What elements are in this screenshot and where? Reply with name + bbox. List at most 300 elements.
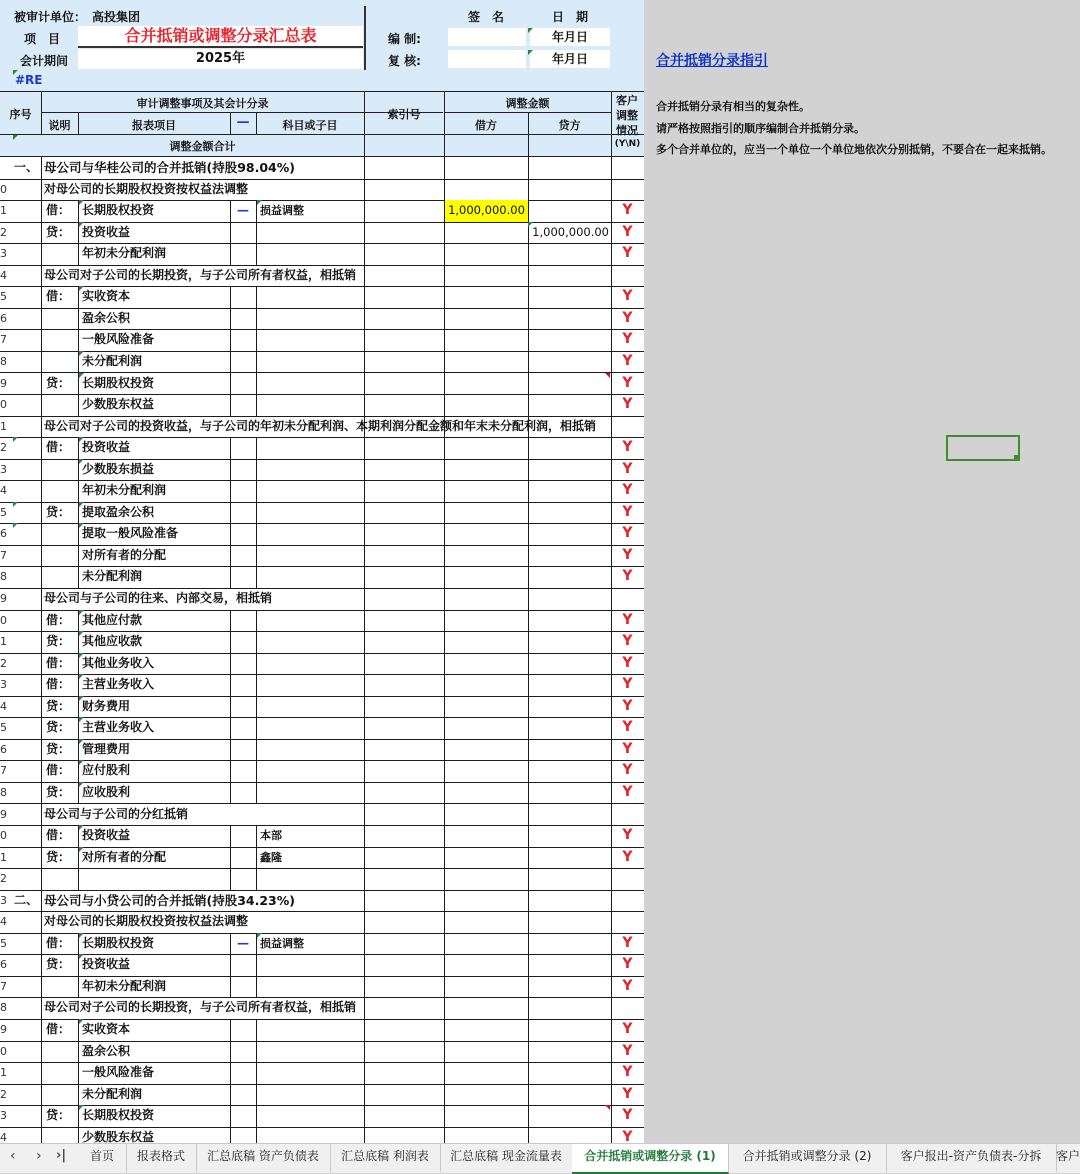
report-item[interactable]: 主营业务收入 bbox=[82, 720, 155, 735]
grid-line bbox=[528, 717, 529, 739]
grid-line bbox=[364, 566, 365, 588]
debit-credit-label[interactable] bbox=[46, 394, 78, 416]
grid-line bbox=[364, 1084, 365, 1106]
period-value[interactable]: 2025年 bbox=[78, 49, 363, 69]
client-adjusted-flag[interactable]: Y bbox=[622, 762, 633, 779]
row-number[interactable]: 4 bbox=[0, 268, 7, 282]
report-item[interactable]: 财务费用 bbox=[82, 698, 131, 713]
report-item[interactable]: 未分配利润 bbox=[82, 569, 143, 584]
client-adjusted-flag[interactable]: Y bbox=[622, 740, 633, 757]
debit-credit-label[interactable] bbox=[46, 976, 78, 998]
grid-line bbox=[256, 394, 257, 416]
grid-line bbox=[611, 868, 612, 890]
row-number[interactable]: 8 bbox=[0, 1001, 7, 1015]
grid-line bbox=[528, 1019, 529, 1041]
table-row[interactable] bbox=[0, 760, 644, 783]
debit-credit-label[interactable] bbox=[46, 308, 78, 330]
debit-credit-label[interactable]: 贷： bbox=[46, 1108, 71, 1123]
report-item[interactable]: 少数股东损益 bbox=[82, 461, 155, 476]
report-item[interactable]: 投资收益 bbox=[82, 957, 131, 972]
prepared-sign-field[interactable] bbox=[448, 28, 526, 46]
table-row[interactable] bbox=[0, 674, 644, 697]
selected-cell[interactable] bbox=[946, 435, 1020, 461]
client-adjusted-flag[interactable]: Y bbox=[622, 697, 633, 714]
tab-income-statement[interactable]: 汇总底稿 利润表 bbox=[330, 1144, 441, 1172]
row-number[interactable]: 9 bbox=[0, 1023, 7, 1036]
grid-line bbox=[364, 437, 365, 459]
row-number[interactable]: 0 bbox=[0, 613, 7, 627]
row-number[interactable]: 1 bbox=[0, 1066, 7, 1080]
col-ref-no: 索引号 bbox=[387, 108, 421, 121]
debit-credit-label[interactable]: 借： bbox=[46, 440, 71, 455]
table-row[interactable] bbox=[0, 1041, 644, 1064]
table-row[interactable] bbox=[0, 717, 644, 740]
grid-line bbox=[364, 157, 365, 179]
row-number[interactable] bbox=[0, 157, 12, 179]
report-item[interactable]: 其他应付款 bbox=[82, 612, 143, 627]
table-row[interactable] bbox=[0, 782, 644, 805]
row-number[interactable]: 6 bbox=[0, 958, 7, 972]
report-item[interactable]: 盈余公积 bbox=[82, 1043, 131, 1058]
table-row[interactable] bbox=[0, 997, 644, 1020]
row-number[interactable]: 4 bbox=[0, 484, 7, 498]
report-item[interactable]: 对所有者的分配 bbox=[82, 547, 167, 562]
table-row[interactable] bbox=[0, 631, 644, 654]
grid-line bbox=[41, 437, 42, 459]
report-item[interactable]: 长期股权投资 bbox=[82, 375, 155, 390]
grid-line bbox=[528, 674, 529, 696]
row-number[interactable]: 7 bbox=[0, 548, 7, 562]
report-item[interactable]: 盈余公积 bbox=[82, 310, 131, 325]
table-row[interactable] bbox=[0, 243, 644, 266]
grid-line bbox=[41, 308, 42, 330]
table-row[interactable] bbox=[0, 351, 644, 374]
grid-line bbox=[78, 1041, 79, 1063]
grid-line bbox=[444, 933, 445, 955]
client-adjusted-flag[interactable]: Y bbox=[622, 331, 633, 348]
table-row[interactable] bbox=[0, 1084, 644, 1107]
grid-line bbox=[41, 179, 42, 201]
table-row[interactable] bbox=[0, 588, 644, 611]
debit-credit-label[interactable] bbox=[46, 868, 78, 890]
debit-credit-label[interactable] bbox=[46, 459, 78, 481]
client-adjusted-flag[interactable]: Y bbox=[622, 977, 633, 994]
row-number[interactable]: 5 bbox=[0, 936, 7, 950]
grid-line bbox=[444, 545, 445, 567]
row-number[interactable]: 1 bbox=[0, 635, 7, 649]
dash-marker[interactable]: — bbox=[237, 935, 249, 950]
grid-line bbox=[528, 157, 529, 179]
table-row[interactable] bbox=[0, 200, 644, 223]
grid-line bbox=[230, 523, 231, 545]
report-item[interactable]: 未分配利润 bbox=[82, 353, 143, 368]
table-row[interactable] bbox=[0, 329, 644, 352]
report-item[interactable]: 主营业务收入 bbox=[82, 677, 155, 692]
table-row[interactable] bbox=[0, 1019, 644, 1042]
report-item[interactable]: 年初未分配利润 bbox=[82, 246, 167, 261]
tab-nav-prev-icon[interactable]: ‹ bbox=[10, 1148, 16, 1164]
grid-line bbox=[444, 717, 445, 739]
row-number[interactable]: 3 bbox=[0, 678, 7, 692]
debit-credit-label[interactable]: 贷： bbox=[46, 741, 71, 756]
entry-group-title[interactable]: 母公司对子公司的长期投资，与子公司所有者权益，相抵销 bbox=[44, 1000, 357, 1015]
sign-label: 签 名 bbox=[468, 10, 505, 24]
table-row[interactable] bbox=[0, 157, 644, 180]
report-item[interactable]: 少数股东权益 bbox=[82, 1129, 155, 1143]
client-adjusted-flag[interactable]: Y bbox=[622, 482, 633, 499]
client-adjusted-flag[interactable]: Y bbox=[622, 546, 633, 563]
row-number[interactable]: 8 bbox=[0, 570, 7, 584]
debit-credit-label[interactable]: 借： bbox=[46, 935, 71, 950]
client-adjusted-flag[interactable]: Y bbox=[622, 719, 633, 736]
report-item[interactable] bbox=[82, 868, 230, 890]
client-adjusted-flag[interactable]: Y bbox=[622, 1064, 633, 1081]
client-adjusted-flag[interactable]: Y bbox=[622, 439, 633, 456]
grid-line bbox=[78, 545, 79, 567]
debit-credit-label[interactable]: 贷： bbox=[46, 504, 71, 519]
debit-credit-label[interactable]: 贷： bbox=[46, 375, 71, 390]
report-item[interactable]: 少数股东权益 bbox=[82, 397, 155, 412]
debit-credit-label[interactable] bbox=[46, 351, 78, 373]
grid-line bbox=[256, 717, 257, 739]
table-row[interactable] bbox=[0, 696, 644, 719]
table-row[interactable] bbox=[0, 308, 644, 331]
debit-credit-label[interactable]: 贷： bbox=[46, 224, 71, 239]
client-adjusted-flag[interactable]: Y bbox=[622, 309, 633, 326]
client-adjusted-flag[interactable]: Y bbox=[622, 202, 633, 219]
report-item[interactable]: 投资收益 bbox=[82, 828, 131, 843]
debit-credit-label[interactable]: 贷： bbox=[46, 849, 71, 864]
table-row[interactable] bbox=[0, 739, 644, 762]
row-number[interactable]: 0 bbox=[0, 829, 7, 843]
tab-client[interactable]: 客户 bbox=[1056, 1149, 1080, 1163]
client-adjusted-flag[interactable]: Y bbox=[622, 1107, 633, 1124]
table-row[interactable] bbox=[0, 933, 644, 956]
client-adjusted-flag[interactable]: Y bbox=[622, 676, 633, 693]
table-row[interactable] bbox=[0, 286, 644, 309]
grid-line bbox=[256, 373, 257, 395]
entry-group-title[interactable]: 母公司对子公司的投资收益，与子公司的年初未分配利润、本期利润分配金额和年末未分配利润，相抵销 bbox=[44, 418, 597, 433]
report-item[interactable]: 年初未分配利润 bbox=[82, 978, 167, 993]
cell-comment-marker bbox=[79, 825, 84, 830]
client-adjusted-flag[interactable]: Y bbox=[622, 934, 633, 951]
report-item[interactable]: 未分配利润 bbox=[82, 1086, 143, 1101]
entry-group-title[interactable]: 母公司与子公司的往来、内部交易，相抵销 bbox=[44, 591, 273, 605]
client-adjusted-flag[interactable]: Y bbox=[622, 245, 633, 262]
grid-line bbox=[528, 933, 529, 955]
entry-group-title[interactable]: 母公司与子公司的分红抵销 bbox=[44, 806, 189, 821]
row-number[interactable]: 8 bbox=[0, 785, 7, 799]
row-number[interactable]: 1 bbox=[0, 204, 7, 218]
tab-nav-last-icon[interactable]: ›| bbox=[56, 1148, 67, 1163]
row-number[interactable]: 1 bbox=[0, 419, 7, 433]
table-row[interactable] bbox=[0, 954, 644, 977]
table-row[interactable] bbox=[0, 868, 644, 891]
cell-comment-marker bbox=[79, 523, 84, 528]
report-item[interactable]: 投资收益 bbox=[82, 224, 131, 239]
table-row[interactable] bbox=[0, 545, 644, 568]
entry-group-title[interactable]: 母公司对子公司的长期投资，与子公司所有者权益，相抵销 bbox=[44, 267, 357, 282]
debit-credit-label[interactable] bbox=[46, 329, 78, 351]
client-adjusted-flag[interactable]: Y bbox=[622, 956, 633, 973]
grid-line bbox=[528, 1062, 529, 1084]
grid-line bbox=[41, 1127, 42, 1143]
debit-credit-label[interactable] bbox=[46, 480, 78, 502]
debit-credit-label[interactable]: 贷： bbox=[46, 698, 71, 713]
row-number[interactable]: 6 bbox=[0, 527, 7, 541]
tab-consolidation-2[interactable]: 合并抵销或调整分录 (2) bbox=[728, 1144, 887, 1172]
grid-line bbox=[41, 394, 42, 416]
row-number[interactable]: 7 bbox=[0, 333, 7, 347]
debit-credit-label[interactable] bbox=[46, 243, 78, 265]
report-item[interactable]: 实收资本 bbox=[82, 1022, 131, 1036]
row-number[interactable]: 7 bbox=[0, 979, 7, 993]
reviewed-sign-field[interactable] bbox=[448, 50, 526, 68]
prepared-date-field[interactable]: 年月日 bbox=[530, 28, 610, 46]
table-row[interactable] bbox=[0, 523, 644, 546]
section-number[interactable]: 二、 bbox=[14, 892, 39, 907]
debit-credit-label[interactable] bbox=[46, 523, 78, 545]
tab-balance-sheet[interactable]: 汇总底稿 资产负债表 bbox=[196, 1144, 331, 1172]
grid-line bbox=[41, 610, 42, 632]
grid-line bbox=[78, 1127, 79, 1143]
section-title[interactable]: 母公司与小贷公司的合并抵销(持股34.23%) bbox=[44, 892, 295, 908]
grid-line bbox=[230, 610, 231, 632]
report-item[interactable]: 提取盈余公积 bbox=[82, 504, 155, 519]
debit-credit-label[interactable] bbox=[46, 1084, 78, 1106]
grid-line bbox=[444, 760, 445, 782]
cell-comment-marker bbox=[257, 200, 262, 205]
table-row[interactable] bbox=[0, 373, 644, 396]
debit-credit-label[interactable] bbox=[46, 1041, 78, 1063]
table-row[interactable] bbox=[0, 1105, 644, 1128]
row-number[interactable]: 2 bbox=[0, 225, 7, 239]
row-number[interactable]: 5 bbox=[0, 721, 7, 735]
ref-error-cell[interactable]: #RE bbox=[15, 73, 43, 87]
report-item[interactable]: 应收股利 bbox=[82, 784, 131, 799]
grid-line bbox=[256, 222, 257, 244]
grid-line bbox=[256, 545, 257, 567]
client-adjusted-flag[interactable]: Y bbox=[622, 1042, 633, 1059]
table-row[interactable] bbox=[0, 265, 644, 288]
table-row[interactable] bbox=[0, 890, 644, 913]
report-item[interactable]: 其他业务收入 bbox=[82, 655, 155, 670]
subject-cell[interactable]: 鑫隆 bbox=[260, 850, 282, 864]
tab-client-balance-split[interactable]: 客户报出-资产负债表-分拆 bbox=[886, 1144, 1057, 1172]
tab-cash-flow[interactable]: 汇总底稿 现金流量表 bbox=[440, 1144, 573, 1172]
client-adjusted-flag[interactable]: Y bbox=[622, 1021, 633, 1037]
dash-marker[interactable]: — bbox=[237, 203, 249, 218]
client-adjusted-flag[interactable]: Y bbox=[622, 848, 633, 865]
row-number[interactable]: 3 bbox=[0, 462, 7, 476]
row-number[interactable]: 0 bbox=[0, 182, 7, 196]
row-number[interactable]: 9 bbox=[0, 376, 7, 390]
report-item[interactable]: 一般风险准备 bbox=[82, 332, 155, 347]
tab-consolidation-1[interactable]: 合并抵销或调整分录 (1) bbox=[572, 1144, 729, 1174]
table-row[interactable] bbox=[0, 1062, 644, 1085]
debit-credit-label[interactable]: 贷： bbox=[46, 720, 71, 735]
client-adjusted-flag[interactable]: Y bbox=[622, 223, 633, 240]
client-adjusted-flag[interactable]: Y bbox=[622, 568, 633, 585]
client-adjusted-flag[interactable]: Y bbox=[622, 611, 633, 628]
table-row[interactable] bbox=[0, 804, 644, 827]
row-number[interactable]: 6 bbox=[0, 311, 7, 325]
table-row[interactable] bbox=[0, 976, 644, 999]
row-number[interactable]: 2 bbox=[0, 441, 7, 455]
debit-credit-label[interactable]: 借： bbox=[46, 828, 71, 843]
grid-line bbox=[256, 480, 257, 502]
report-item[interactable]: 投资收益 bbox=[82, 440, 131, 455]
row-number[interactable]: 4 bbox=[0, 1130, 7, 1143]
report-item[interactable]: 长期股权投资 bbox=[82, 935, 155, 950]
subject-cell[interactable]: 损益调整 bbox=[260, 204, 304, 218]
table-row[interactable] bbox=[0, 502, 644, 525]
guide-link[interactable]: 合并抵销分录指引 bbox=[656, 53, 768, 69]
report-item[interactable]: 长期股权投资 bbox=[82, 1108, 155, 1123]
table-row[interactable] bbox=[0, 179, 644, 202]
grid-line bbox=[230, 954, 231, 976]
row-number[interactable]: 2 bbox=[0, 1087, 7, 1101]
total-label: 调整金额合计 bbox=[169, 140, 236, 153]
tab-report-format[interactable]: 报表格式 bbox=[126, 1144, 197, 1172]
client-adjusted-flag[interactable]: Y bbox=[622, 374, 633, 391]
debit-credit-label[interactable]: 借： bbox=[46, 655, 71, 670]
grid-line bbox=[364, 782, 365, 804]
report-item[interactable]: 年初未分配利润 bbox=[82, 483, 167, 498]
page-title[interactable]: 合并抵销或调整分录汇总表 bbox=[78, 26, 363, 48]
audited-unit-value[interactable]: 高投集团 bbox=[92, 10, 141, 24]
report-item[interactable]: 长期股权投资 bbox=[82, 203, 155, 218]
debit-credit-label[interactable]: 借： bbox=[46, 289, 71, 304]
row-number[interactable]: 5 bbox=[0, 290, 7, 304]
table-row[interactable] bbox=[0, 480, 644, 503]
table-row[interactable] bbox=[0, 566, 644, 589]
debit-credit-label[interactable] bbox=[46, 1062, 78, 1084]
row-number[interactable]: 9 bbox=[0, 807, 7, 821]
grid-line bbox=[41, 631, 42, 653]
row-number[interactable]: 8 bbox=[0, 354, 7, 368]
report-item[interactable]: 一般风险准备 bbox=[82, 1065, 155, 1080]
tab-nav-next-icon[interactable]: › bbox=[36, 1148, 42, 1164]
table-row[interactable] bbox=[0, 825, 644, 848]
cell-comment-marker bbox=[79, 459, 84, 464]
grid-line bbox=[41, 674, 42, 696]
debit-credit-label[interactable]: 借： bbox=[46, 612, 71, 627]
client-adjusted-flag[interactable]: Y bbox=[622, 633, 633, 650]
grid-line bbox=[41, 782, 42, 804]
row-number[interactable]: 6 bbox=[0, 742, 7, 756]
debit-credit-label[interactable]: 贷： bbox=[46, 784, 71, 799]
reviewed-date-field[interactable]: 年月日 bbox=[530, 50, 610, 68]
row-number[interactable]: 3 bbox=[0, 1109, 7, 1123]
debit-amount[interactable]: 1,000,000.00 bbox=[445, 200, 528, 222]
report-item[interactable]: 对所有者的分配 bbox=[82, 849, 167, 864]
cell-comment-marker bbox=[79, 200, 84, 205]
row-number[interactable]: 0 bbox=[0, 398, 7, 412]
cell-comment-marker bbox=[528, 222, 533, 227]
debit-credit-label[interactable]: 借： bbox=[46, 1022, 71, 1036]
table-row[interactable] bbox=[0, 1127, 644, 1143]
client-adjusted-flag[interactable]: Y bbox=[622, 288, 633, 305]
section-number[interactable]: 一、 bbox=[14, 160, 39, 174]
entry-group-title[interactable]: 对母公司的长期股权投资按权益法调整 bbox=[44, 914, 249, 929]
table-row[interactable] bbox=[0, 847, 644, 870]
debit-credit-label[interactable]: 借： bbox=[46, 677, 71, 692]
row-number[interactable]: 2 bbox=[0, 656, 7, 670]
fill-handle[interactable] bbox=[1014, 455, 1019, 460]
debit-credit-label[interactable]: 贷： bbox=[46, 957, 71, 972]
row-number[interactable]: 1 bbox=[0, 850, 7, 864]
cell-comment-marker bbox=[13, 437, 18, 442]
debit-credit-label[interactable]: 借： bbox=[46, 203, 71, 218]
debit-credit-label[interactable] bbox=[46, 1127, 78, 1143]
subject-cell[interactable]: 损益调整 bbox=[260, 936, 304, 950]
row-number[interactable]: 3 bbox=[0, 247, 7, 261]
grid-line bbox=[364, 933, 365, 955]
table-row[interactable] bbox=[0, 459, 644, 482]
grid-line bbox=[364, 222, 365, 244]
report-item[interactable]: 应付股利 bbox=[82, 763, 131, 778]
client-adjusted-flag[interactable]: Y bbox=[622, 1128, 633, 1143]
debit-credit-label[interactable]: 贷： bbox=[46, 634, 71, 649]
row-number[interactable]: 2 bbox=[0, 872, 7, 886]
grid-line bbox=[444, 954, 445, 976]
report-item[interactable]: 提取一般风险准备 bbox=[82, 526, 179, 541]
entry-group-title[interactable]: 对母公司的长期股权投资按权益法调整 bbox=[44, 181, 249, 196]
row-number[interactable]: 7 bbox=[0, 764, 7, 778]
subject-cell[interactable]: 本部 bbox=[260, 829, 282, 843]
grid-line bbox=[230, 717, 231, 739]
row-number[interactable]: 4 bbox=[0, 915, 7, 929]
table-row[interactable] bbox=[0, 416, 644, 439]
grid-line bbox=[41, 351, 42, 373]
report-item[interactable]: 实收资本 bbox=[82, 289, 131, 304]
table-row[interactable] bbox=[0, 911, 644, 934]
debit-credit-label[interactable] bbox=[46, 566, 78, 588]
table-row[interactable] bbox=[0, 437, 644, 460]
section-title[interactable]: 母公司与华桂公司的合并抵销(持股98.04%) bbox=[44, 160, 295, 175]
report-item[interactable]: 管理费用 bbox=[82, 741, 131, 756]
cell-comment-marker bbox=[79, 373, 84, 378]
table-row[interactable] bbox=[0, 394, 644, 417]
debit-credit-label[interactable]: 借： bbox=[46, 763, 71, 778]
client-adjusted-flag[interactable]: Y bbox=[622, 525, 633, 542]
client-adjusted-flag[interactable]: Y bbox=[622, 783, 633, 800]
grid-line bbox=[528, 459, 529, 481]
client-adjusted-flag[interactable]: Y bbox=[622, 396, 633, 413]
tab-home[interactable]: 首页 bbox=[78, 1144, 127, 1172]
row-number[interactable]: 5 bbox=[0, 505, 7, 519]
client-adjusted-flag[interactable]: Y bbox=[622, 1085, 633, 1102]
credit-amount[interactable]: 1,000,000.00 bbox=[532, 224, 609, 239]
row-number[interactable]: 3 bbox=[0, 893, 7, 907]
report-item[interactable]: 其他应收款 bbox=[82, 634, 143, 649]
table-row[interactable] bbox=[0, 653, 644, 676]
row-number[interactable]: 4 bbox=[0, 699, 7, 713]
table-row[interactable] bbox=[0, 222, 644, 245]
client-adjusted-flag[interactable]: Y bbox=[622, 654, 633, 671]
client-adjusted-flag[interactable]: Y bbox=[622, 503, 633, 520]
row-number[interactable]: 9 bbox=[0, 592, 7, 605]
client-adjusted-flag[interactable]: Y bbox=[622, 460, 633, 477]
client-adjusted-flag[interactable]: Y bbox=[622, 352, 633, 369]
row-number[interactable]: 0 bbox=[0, 1044, 7, 1058]
grid-line bbox=[256, 1062, 257, 1084]
table-row[interactable] bbox=[0, 610, 644, 633]
client-adjusted-flag[interactable]: Y bbox=[622, 827, 633, 844]
debit-credit-label[interactable] bbox=[46, 545, 78, 567]
grid-line bbox=[41, 825, 42, 847]
